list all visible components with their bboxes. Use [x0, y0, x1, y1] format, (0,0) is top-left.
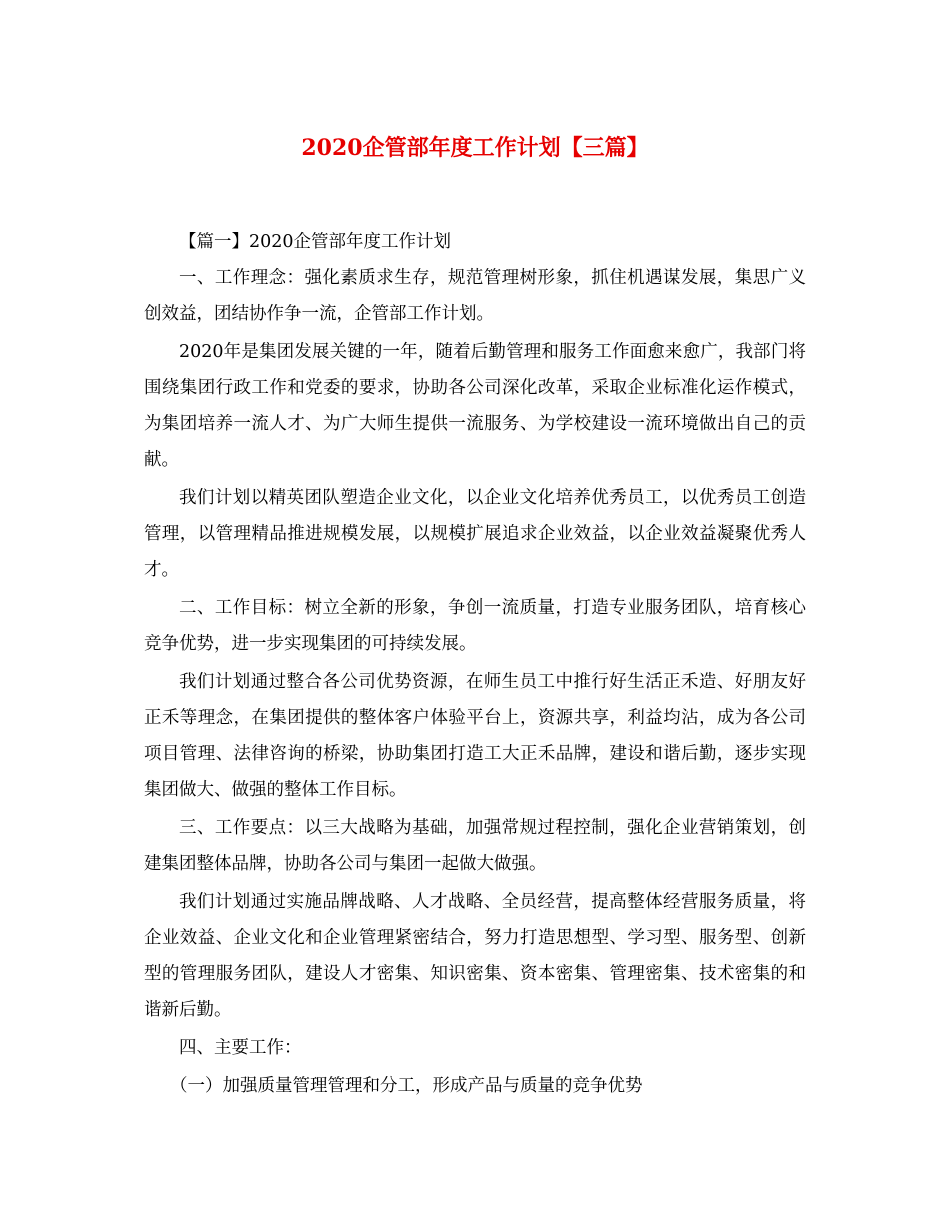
paragraph-year-overview: 2020年是集团发展关键的一年，随着后勤管理和服务工作面愈来愈广，我部门将围绕集团行政工作和党委的要求，协助各公司深化改革，采取企业标准化运作模式，为集团培养一流人才、为广大师生提供一流服务、为学校建设一流环境做出自己的贡献。 [144, 342, 806, 470]
paragraph-resource-integration: 我们计划通过整合各公司优势资源，在师生员工中推行好生活正禾造、好朋友好正禾等理念，在集团提供的整体客户体验平台上，资源共享，利益均沾，成为各公司项目管理、法律咨询的桥梁，协助集团打造工大正禾品牌，建设和谐后勤，逐步实现集团做大、做强的整体工作目标。 [144, 672, 806, 800]
paragraph-work-philosophy: 一、工作理念：强化素质求生存，规范管理树形象，抓住机遇谋发展，集思广义创效益，团结协作争一流，企管部工作计划。 [144, 268, 806, 324]
paragraph-strategy-implementation: 我们计划通过实施品牌战略、人才战略、全员经营，提高整体经营服务质量，将企业效益、企业文化和企业管理紧密结合，努力打造思想型、学习型、服务型、创新型的管理服务团队，建设人才密集、知识密集、资本密集、管理密集、技术密集的和谐新后勤。 [144, 892, 806, 1020]
sub-heading-quality-management: （一）加强质量管理管理和分工，形成产品与质量的竞争优势 [170, 1076, 643, 1096]
paragraph-work-key-points: 三、工作要点：以三大战略为基础，加强常规过程控制，强化企业营销策划，创建集团整体品牌，协助各公司与集团一起做大做强。 [144, 818, 806, 874]
document-title: 2020企管部年度工作计划【三篇】 [301, 135, 649, 161]
section-heading: 【篇一】2020企管部年度工作计划 [179, 232, 452, 252]
paragraph-work-goals: 二、工作目标：树立全新的形象，争创一流质量，打造专业服务团队，培育核心竞争优势，进一步实现集团的可持续发展。 [144, 598, 806, 654]
paragraph-team-culture: 我们计划以精英团队塑造企业文化，以企业文化培养优秀员工，以优秀员工创造管理，以管理精品推进规模发展，以规模扩展追求企业效益，以企业效益凝聚优秀人才。 [144, 488, 806, 580]
paragraph-main-work: 四、主要工作： [179, 1038, 302, 1058]
document-body [144, 224, 806, 1104]
